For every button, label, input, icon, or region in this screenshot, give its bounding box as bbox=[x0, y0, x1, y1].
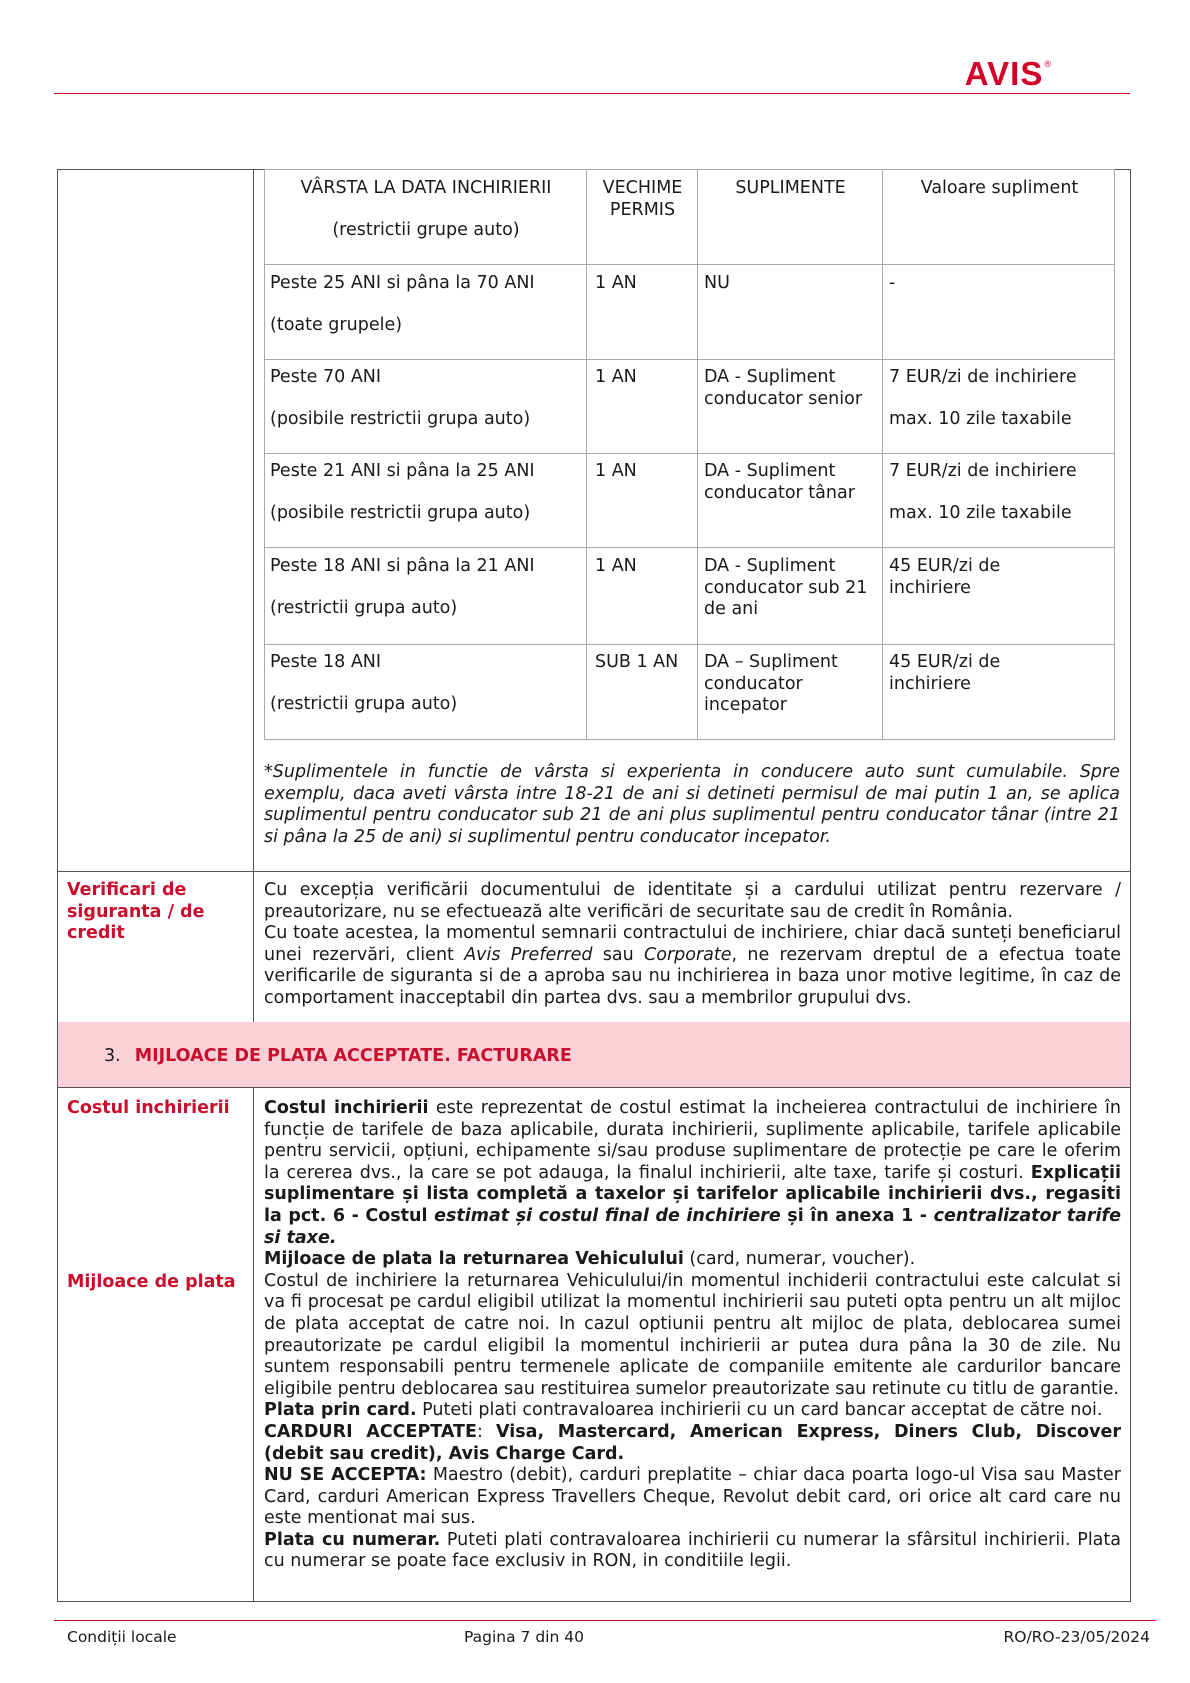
cost-text: Costul inchirierii este reprezentat de costul estimat la incheierea contractului de inchiriere în funcție de tarifele de baza aplicabile, durata inchirierii, suplimente aplicabile, tarifele aplicabile pentru servicii, opțiuni, echipamente si/sau produse suplimentare de protecție pe care le oferim la cererea dvs., la care se pot adauga, la finalul inchirierii, alte taxe, tarife și costuri. Explicații suplimentare și lista completă a taxelor și tarifelor aplicabile inchirierii dvs., regasiti la pct. 6 - Costul estimat și costul final de inchiriere și în anexa 1 - centralizator tarife si taxe. Mijloace de plata la returnarea Vehiculului (card, numerar, voucher). Costul de inchiriere la returnarea Vehiculului/in momentul inchiderii contractului este calculat si va fi procesat pe cardul eligibil utilizat la momentul inchirierii sau puteti opta pentru un alt mijloc de plata acceptat de catre noi. In cazul optiunii pentru alt mijloc de plata, deblocarea sumei preautorizate pe cardul eligibil la momentul inchirierii ar putea dura pâna la 30 de zile. Nu suntem responsabili pentru termenele aplicate de companiile emitente ale cardurilor bancare eligibile pentru deblocarea sau restituirea sumelor preautorizate sau retinute cu titlu de garantie. Plata prin card. Puteti plati contravaloarea inchirierii cu un card bancar acceptat de către noi. CARDURI ACCEPTATE: Visa, Mastercard, American Express, Diners Club, Discover (debit sau credit), Avis Charge Card. NU SE ACCEPTA: Maestro (debit), carduri preplatite – chiar daca poarta logo-ul Visa sau Master Card, carduri American Express Travellers Cheque, Revolut debit card, ori orice alt card care nu este mentionat mai sus. Plata cu numerar. Puteti plati contravaloarea inchirierii cu numerar la sfârsitul inchirierii. Plata cu numerar se poate face exclusiv in RON, in conditiile legii. bbox=[264, 1098, 1122, 1572]
header-valoare: Valoare supliment bbox=[920, 178, 1079, 198]
cell-valoare: 7 EUR/zi de inchiriere max. 10 zile taxabile bbox=[889, 461, 1077, 523]
cell-supliment: DA – Supliment conducator incepator bbox=[704, 652, 838, 715]
cell-permis: 1 AN bbox=[595, 273, 637, 293]
cell-valoare: - bbox=[889, 273, 896, 293]
row-divider bbox=[57, 871, 1131, 872]
cell-supliment: DA - Supliment conducator tânar bbox=[704, 461, 855, 503]
table-col-divider bbox=[882, 169, 883, 740]
column-divider bbox=[253, 1087, 254, 1602]
cell-supliment: DA - Supliment conducator senior bbox=[704, 367, 863, 409]
table-row-divider bbox=[264, 453, 1115, 454]
cell-supliment: DA - Supliment conducator sub 21 de ani bbox=[704, 556, 868, 619]
avis-logo: AVIS® bbox=[964, 55, 1052, 92]
table-row: Peste 18 ANI (restrictii grupa auto) bbox=[270, 652, 458, 714]
row-divider bbox=[57, 1087, 1131, 1088]
verificari-label: Verificari de siguranta / de credit bbox=[67, 880, 205, 944]
footer-left: Condiții locale bbox=[67, 1628, 177, 1646]
table-col-divider bbox=[697, 169, 698, 740]
section-heading: 3. MIJLOACE DE PLATA ACCEPTATE. FACTURARE bbox=[104, 1046, 572, 1066]
cell-permis: 1 AN bbox=[595, 461, 637, 481]
page-number: Pagina 7 din 40 bbox=[464, 1628, 584, 1646]
footer-right: RO/RO-23/05/2024 bbox=[1003, 1628, 1150, 1646]
table-row: Peste 70 ANI (posibile restrictii grupa auto) bbox=[270, 367, 531, 429]
header-suplimente: SUPLIMENTE bbox=[735, 178, 846, 198]
costul-label: Costul inchirierii bbox=[67, 1098, 230, 1118]
cell-valoare: 45 EUR/zi de inchiriere bbox=[889, 556, 1001, 598]
cell-permis: 1 AN bbox=[595, 556, 637, 576]
cell-valoare: 7 EUR/zi de inchiriere max. 10 zile taxabile bbox=[889, 367, 1077, 429]
mijloace-label: Mijloace de plata bbox=[67, 1272, 236, 1292]
table-row: Peste 18 ANI si pâna la 21 ANI (restrictii grupa auto) bbox=[270, 556, 535, 618]
verificari-text: Cu excepția verificării documentului de identitate și a cardului utilizat pentru rezervare / preautorizare, nu se efectuează alte verificări de securitate sau de credit în România. Cu toate acestea, la momentul semnarii contractului de inchiriere, chiar dacă sunteți beneficiarul unei rezervări, client Avis Preferred sau Corporate, ne rezervam dreptul de a efectua toate verificarile de siguranta si de a aproba sau nu inchirierea in baza unor motive legitime, în caz de comportament inacceptabil din partea dvs. sau a membrilor grupului dvs. bbox=[264, 880, 1121, 1008]
table-col-divider bbox=[586, 169, 587, 740]
table-row-divider bbox=[264, 264, 1115, 265]
table-row-divider bbox=[264, 644, 1115, 645]
cell-valoare: 45 EUR/zi de inchiriere bbox=[889, 652, 1001, 694]
table-row: Peste 25 ANI si pâna la 70 ANI (toate grupele) bbox=[270, 273, 535, 335]
table-row-divider bbox=[264, 359, 1115, 360]
cell-permis: 1 AN bbox=[595, 367, 637, 387]
footer-rule bbox=[54, 1620, 1156, 1621]
header-permis: VECHIME PERMIS bbox=[602, 178, 683, 220]
header-age: VÂRSTA LA DATA INCHIRIERII (restrictii grupe auto) bbox=[300, 178, 552, 240]
table-row: Peste 21 ANI si pâna la 25 ANI (posibile restrictii grupa auto) bbox=[270, 461, 535, 523]
column-divider bbox=[253, 169, 254, 1022]
cell-permis: SUB 1 AN bbox=[595, 652, 679, 672]
header-rule bbox=[54, 93, 1130, 94]
supplements-note: *Suplimentele in functie de vârsta si experienta in conducere auto sunt cumulabile. Spre exemplu, daca aveti vârsta intre 18-21 de ani si detineti permisul de mai putin 1 an, se aplica suplimentul pentru conducator sub 21 de ani plus suplimentul pentru conducator tânar (intre 21 si pâna la 25 de ani) si suplimentul pentru conducator incepator. bbox=[264, 762, 1120, 847]
cell-supliment: NU bbox=[704, 273, 730, 293]
table-row-divider bbox=[264, 547, 1115, 548]
